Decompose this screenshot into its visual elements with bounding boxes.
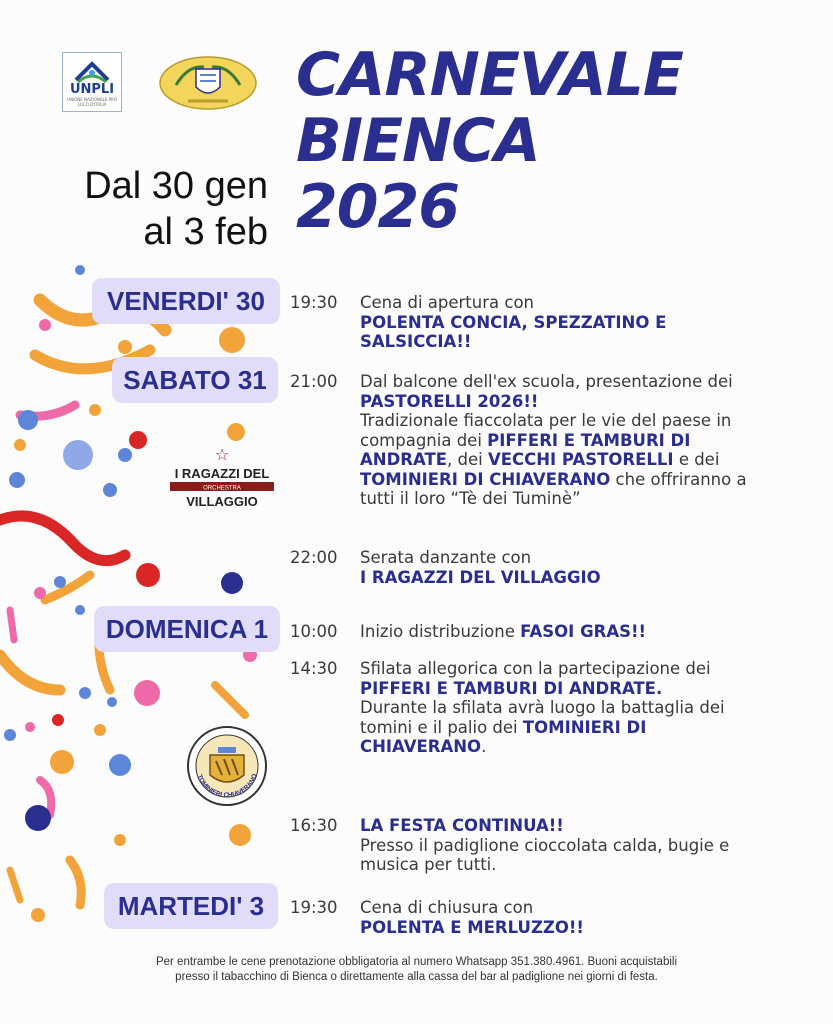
dates-line-2: al 3 feb	[143, 211, 268, 253]
event-time: 21:00	[290, 372, 338, 391]
unpli-logo-text: UNPLI	[69, 82, 115, 97]
event-description	[360, 372, 760, 509]
event-text: che offriranno a tutti il loro “Tè dei Tuminè”	[360, 469, 747, 508]
event-highlight: PIFFERI E TAMBURI DI ANDRATE	[360, 430, 691, 469]
event-text: Presso il padiglione cioccolata calda, bugie e musica per tutti.	[360, 835, 730, 874]
title-line-3: 2026	[296, 172, 459, 242]
event-text: Dal balcone dell'ex scuola, presentazione dei	[360, 372, 733, 391]
event-time: 14:30	[290, 659, 338, 678]
unpli-logo-subtitle: UNIONE NAZIONALE PRO LOCO D'ITALIA	[67, 97, 117, 107]
orchestra-logo-line-3: VILLAGGIO	[186, 494, 258, 509]
event-highlight: LA FESTA CONTINUA!!	[360, 816, 564, 835]
event-text: Cena di apertura con	[360, 293, 534, 312]
event-title	[296, 42, 683, 240]
footer-note	[40, 955, 793, 985]
event-description	[360, 293, 760, 352]
event-text: Tradizionale fiaccolata per le vie del paese in compagnia dei	[360, 411, 732, 450]
event-text: Durante la sfilata avrà luogo la battaglia dei tomini e il palio dei	[360, 698, 725, 737]
day-badge-martedi: MARTEDI' 3	[104, 883, 278, 929]
footer-line-2: presso il tabacchino di Bienca o direttamente alla cassa del bar al padiglione nei giorni di festa.	[175, 971, 658, 983]
orchestra-ragazzi-villaggio-logo	[164, 446, 280, 512]
event-time: 16:30	[290, 816, 338, 835]
event-text: Inizio distribuzione	[360, 622, 515, 641]
event-highlight: PASTORELLI 2026!!	[360, 391, 539, 411]
event-highlight: TOMINIERI DI CHIAVERANO	[360, 717, 647, 756]
title-line-1: CARNEVALE	[296, 40, 683, 110]
tominieri-chiaverano-logo	[186, 725, 268, 807]
event-text: Cena di chiusura con	[360, 898, 534, 917]
event-highlight: POLENTA E MERLUZZO!!	[360, 917, 584, 937]
event-dates	[84, 163, 268, 255]
event-text: , dei	[447, 450, 483, 469]
event-text: Sfilata allegorica con la partecipazione dei	[360, 659, 711, 678]
day-badge-domenica: DOMENICA 1	[94, 606, 280, 652]
event-description	[360, 898, 760, 937]
orchestra-logo-line-1: I RAGAZZI DEL	[174, 466, 270, 481]
event-highlight: PIFFERI E TAMBURI DI ANDRATE.	[360, 678, 663, 698]
event-highlight: TOMINIERI DI CHIAVERANO	[360, 469, 611, 489]
svg-text:☆: ☆	[214, 446, 230, 464]
event-time: 19:30	[290, 898, 338, 917]
event-time: 22:00	[290, 548, 338, 567]
event-highlight: I RAGAZZI DEL VILLAGGIO	[360, 567, 601, 587]
day-badge-venerdi: VENERDI' 30	[92, 278, 280, 324]
day-badge-sabato: SABATO 31	[112, 357, 278, 403]
event-time: 10:00	[290, 622, 338, 641]
dates-line-1: Dal 30 gen	[84, 165, 268, 207]
event-text: Serata danzante con	[360, 548, 532, 567]
unpli-logo	[62, 52, 122, 112]
event-text: e dei	[678, 450, 720, 469]
event-description	[360, 659, 760, 757]
event-highlight: POLENTA CONCIA, SPEZZATINO E SALSICCIA!!	[360, 312, 667, 351]
orchestra-logo-line-2: ORCHESTRA	[203, 485, 241, 492]
event-highlight: FASOI GRAS!!	[520, 622, 647, 641]
footer-line-1: Per entrambe le cene prenotazione obbligatoria al numero Whatsapp 351.380.4961. Buoni acquistabili	[155, 956, 678, 968]
event-description	[360, 622, 760, 642]
event-text: .	[481, 737, 487, 756]
title-line-2: BIENCA	[296, 106, 540, 176]
pro-loco-crest-logo	[158, 55, 258, 111]
event-description	[360, 548, 760, 587]
event-time: 19:30	[290, 293, 338, 312]
event-description	[360, 816, 760, 875]
tominieri-logo-text: TOMINIERI CHIAVERANO	[195, 772, 259, 800]
event-highlight: VECCHI PASTORELLI	[487, 450, 674, 469]
